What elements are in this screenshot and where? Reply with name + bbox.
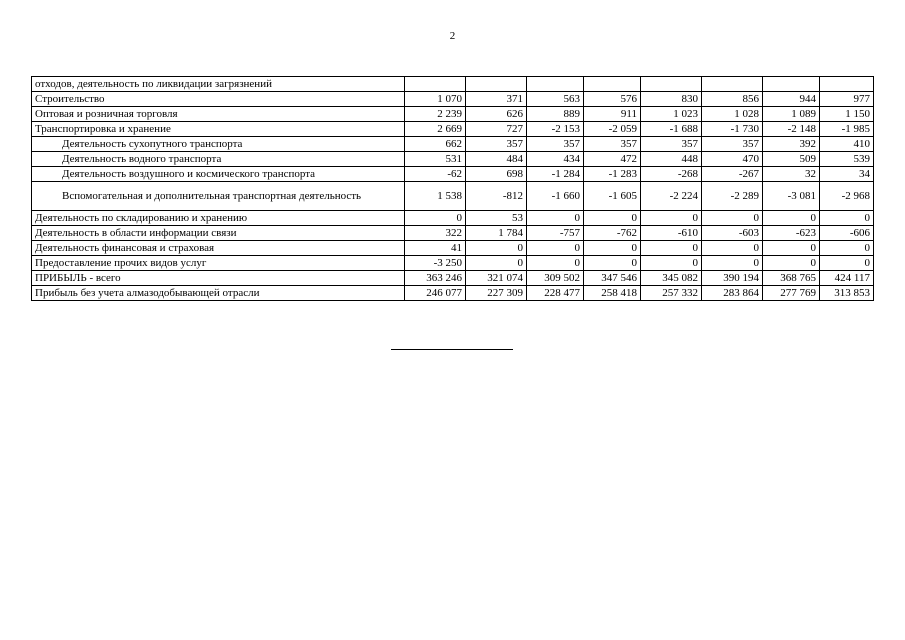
value-cell: 698 [466,167,527,182]
table-row [32,107,874,122]
row-label: Оптовая и розничная торговля [32,107,405,122]
value-cell: 258 418 [584,286,641,301]
value-cell: 472 [584,152,641,167]
value-cell: -606 [820,226,874,241]
table-row [32,241,874,256]
value-cell: 1 538 [405,182,466,211]
table-row [32,137,874,152]
value-cell: 228 477 [527,286,584,301]
value-cell: 509 [763,152,820,167]
value-cell [466,77,527,92]
value-cell: -2 968 [820,182,874,211]
value-cell: 977 [820,92,874,107]
value-cell: 424 117 [820,271,874,286]
row-label: Строительство [32,92,405,107]
value-cell: 1 150 [820,107,874,122]
value-cell: -2 153 [527,122,584,137]
value-cell: 2 239 [405,107,466,122]
value-cell: -1 605 [584,182,641,211]
value-cell: 0 [702,211,763,226]
value-cell: -268 [641,167,702,182]
table-row [32,271,874,286]
value-cell [527,77,584,92]
value-cell: -1 660 [527,182,584,211]
value-cell: -762 [584,226,641,241]
value-cell: 563 [527,92,584,107]
value-cell: 856 [702,92,763,107]
table-row [32,77,874,92]
value-cell: 246 077 [405,286,466,301]
row-label: отходов, деятельность по ликвидации загрязнений [32,77,405,92]
value-cell: 944 [763,92,820,107]
value-cell: 0 [584,241,641,256]
value-cell: 0 [584,211,641,226]
value-cell: 357 [584,137,641,152]
value-cell: -1 283 [584,167,641,182]
value-cell: 0 [820,256,874,271]
value-cell: -1 985 [820,122,874,137]
value-cell: 2 669 [405,122,466,137]
row-label: ПРИБЫЛЬ - всего [32,271,405,286]
table-row [32,256,874,271]
value-cell: 392 [763,137,820,152]
value-cell: 41 [405,241,466,256]
value-cell: 1 023 [641,107,702,122]
row-label: Деятельность воздушного и космического транспорта [32,167,405,182]
value-cell: 1 784 [466,226,527,241]
value-cell: 0 [466,256,527,271]
value-cell: 227 309 [466,286,527,301]
value-cell: -623 [763,226,820,241]
value-cell: -1 284 [527,167,584,182]
value-cell: 313 853 [820,286,874,301]
value-cell: 357 [641,137,702,152]
table-row [32,211,874,226]
profit-table [31,76,874,301]
value-cell: -1 730 [702,122,763,137]
value-cell: 539 [820,152,874,167]
value-cell: -603 [702,226,763,241]
value-cell: 0 [527,256,584,271]
row-label: Деятельность по складированию и хранению [32,211,405,226]
value-cell: 368 765 [763,271,820,286]
value-cell: 0 [763,211,820,226]
value-cell: 347 546 [584,271,641,286]
value-cell: -757 [527,226,584,241]
value-cell: 0 [763,241,820,256]
value-cell: -2 224 [641,182,702,211]
value-cell: 470 [702,152,763,167]
value-cell: -267 [702,167,763,182]
value-cell: 0 [641,211,702,226]
row-label: Деятельность в области информации связи [32,226,405,241]
value-cell: 357 [702,137,763,152]
table-row [32,167,874,182]
value-cell: 0 [702,256,763,271]
value-cell [702,77,763,92]
value-cell: 576 [584,92,641,107]
value-cell: 0 [641,256,702,271]
value-cell: 626 [466,107,527,122]
table-body [32,77,874,301]
row-label: Деятельность финансовая и страховая [32,241,405,256]
value-cell: -62 [405,167,466,182]
value-cell [820,77,874,92]
value-cell: 662 [405,137,466,152]
footnote-divider [391,349,513,350]
value-cell: 911 [584,107,641,122]
value-cell: -610 [641,226,702,241]
row-label: Прибыль без учета алмазодобывающей отрасли [32,286,405,301]
value-cell: 1 089 [763,107,820,122]
table-row [32,286,874,301]
value-cell: 0 [820,241,874,256]
value-cell: 889 [527,107,584,122]
value-cell: -3 081 [763,182,820,211]
value-cell: -812 [466,182,527,211]
value-cell: 1 070 [405,92,466,107]
value-cell: -2 289 [702,182,763,211]
value-cell [641,77,702,92]
value-cell [763,77,820,92]
page-number: 2 [449,30,456,42]
value-cell: 0 [466,241,527,256]
value-cell: 0 [641,241,702,256]
value-cell: 448 [641,152,702,167]
value-cell: 390 194 [702,271,763,286]
row-label: Транспортировка и хранение [32,122,405,137]
table-row [32,226,874,241]
value-cell: 1 028 [702,107,763,122]
value-cell: 257 332 [641,286,702,301]
value-cell: 0 [527,241,584,256]
value-cell: 727 [466,122,527,137]
value-cell: 357 [527,137,584,152]
value-cell: 0 [763,256,820,271]
row-label: Предоставление прочих видов услуг [32,256,405,271]
row-label: Деятельность водного транспорта [32,152,405,167]
value-cell: 322 [405,226,466,241]
value-cell: 0 [527,211,584,226]
value-cell: -1 688 [641,122,702,137]
value-cell [405,77,466,92]
value-cell: 53 [466,211,527,226]
value-cell: 321 074 [466,271,527,286]
value-cell: 34 [820,167,874,182]
value-cell: 345 082 [641,271,702,286]
value-cell: 283 864 [702,286,763,301]
value-cell: -2 148 [763,122,820,137]
value-cell: -3 250 [405,256,466,271]
value-cell: 0 [405,211,466,226]
value-cell: -2 059 [584,122,641,137]
value-cell: 357 [466,137,527,152]
value-cell: 277 769 [763,286,820,301]
value-cell: 0 [820,211,874,226]
value-cell: 32 [763,167,820,182]
table-row [32,92,874,107]
value-cell: 371 [466,92,527,107]
table-row [32,122,874,137]
value-cell: 830 [641,92,702,107]
row-label: Вспомогательная и дополнительная транспортная деятельность [32,182,405,211]
value-cell: 484 [466,152,527,167]
value-cell [584,77,641,92]
value-cell: 0 [584,256,641,271]
table-row [32,182,874,211]
table-row [32,152,874,167]
row-label: Деятельность сухопутного транспорта [32,137,405,152]
value-cell: 0 [702,241,763,256]
value-cell: 309 502 [527,271,584,286]
value-cell: 410 [820,137,874,152]
value-cell: 531 [405,152,466,167]
value-cell: 363 246 [405,271,466,286]
value-cell: 434 [527,152,584,167]
